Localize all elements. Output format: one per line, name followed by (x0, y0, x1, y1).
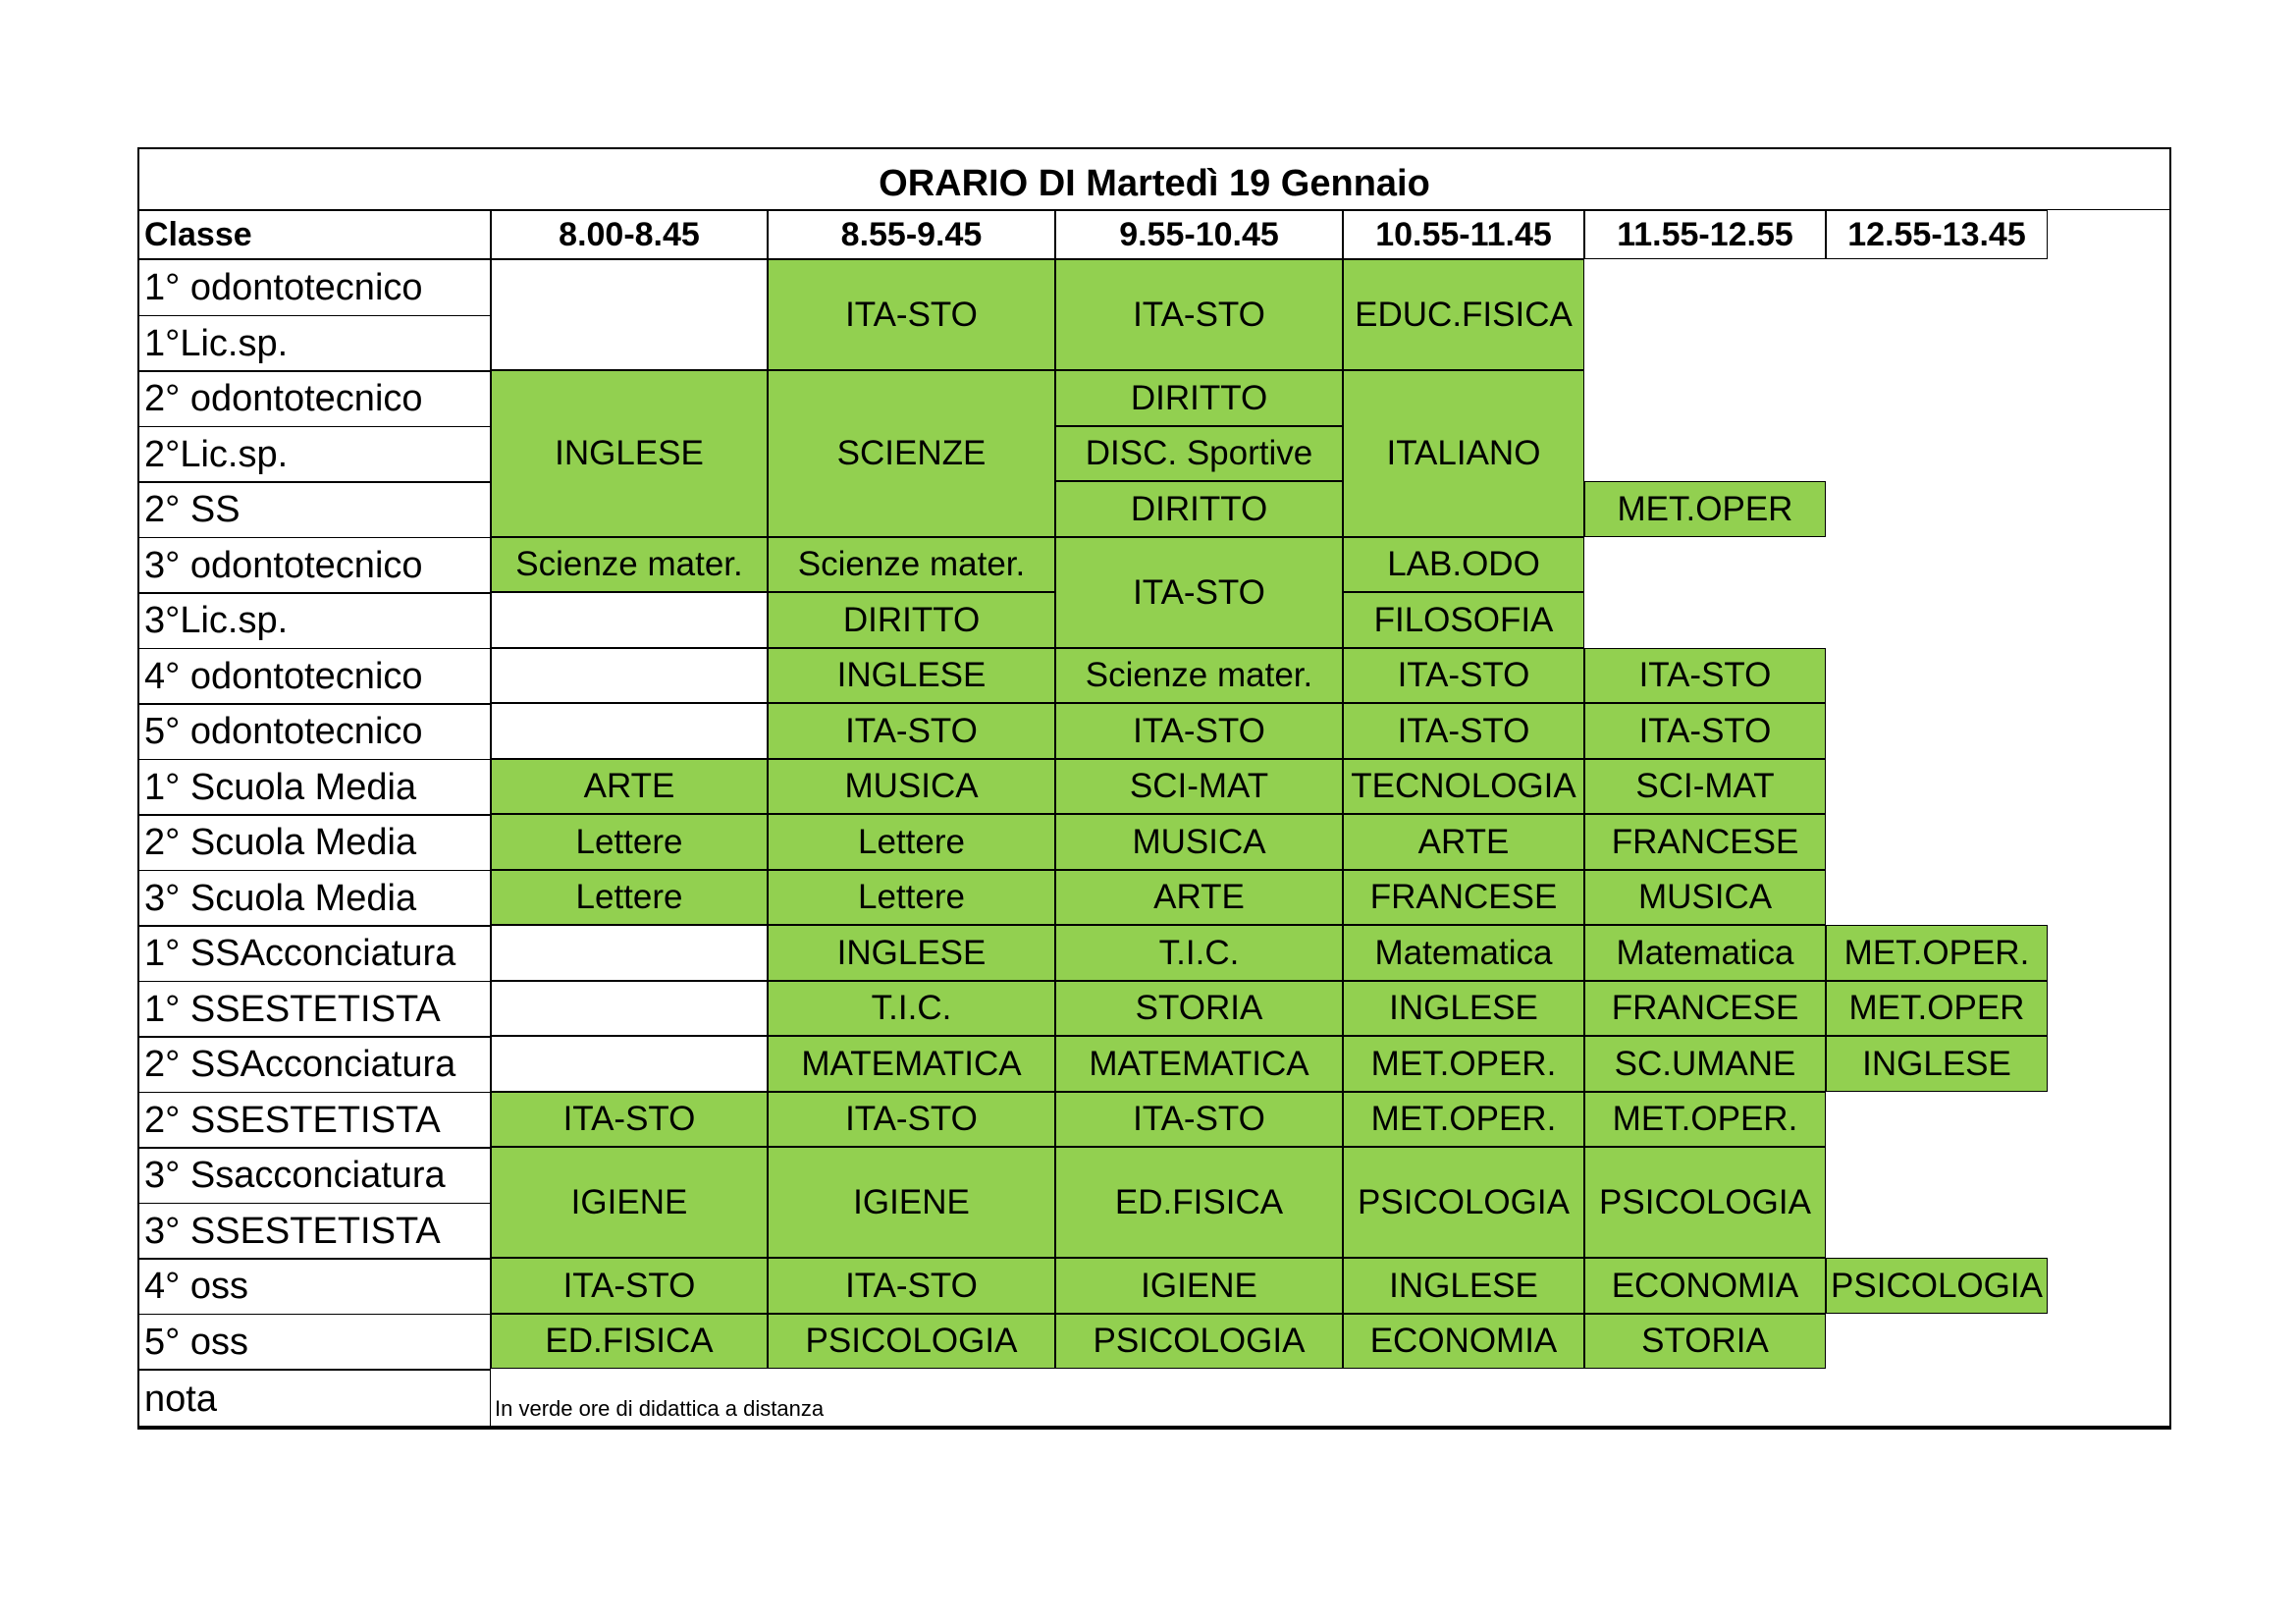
schedule-cell: Lettere (768, 814, 1055, 870)
schedule-cell: DIRITTO (1055, 370, 1343, 426)
schedule-sheet (137, 147, 2171, 1430)
class-label: 5° odontotecnico (137, 703, 491, 760)
schedule-cell: MET.OPER (1826, 981, 2048, 1036)
schedule-cell: ITA-STO (1343, 648, 1584, 703)
schedule-cell: Lettere (491, 870, 768, 925)
schedule-cell: INGLESE (768, 648, 1055, 703)
schedule-cell: INGLESE (768, 925, 1055, 981)
schedule-cell: PSICOLOGIA (768, 1314, 1055, 1369)
class-label: 2° SSAcconciatura (137, 1036, 491, 1093)
schedule-cell: LAB.ODO (1343, 537, 1584, 592)
schedule-cell: MET.OPER. (1343, 1092, 1584, 1147)
header-slot-1: 8.55-9.45 (768, 210, 1055, 259)
schedule-cell: ARTE (491, 759, 768, 814)
schedule-cell: ITA-STO (768, 1258, 1055, 1314)
class-label: 4° odontotecnico (137, 648, 491, 705)
schedule-cell: MUSICA (1055, 814, 1343, 870)
schedule-cell: STORIA (1055, 981, 1343, 1036)
schedule-cell (491, 592, 768, 648)
schedule-cell: PSICOLOGIA (1826, 1258, 2048, 1314)
class-label: 1° SSAcconciatura (137, 925, 491, 982)
schedule-cell: ITA-STO (768, 703, 1055, 759)
class-label: 4° oss (137, 1258, 491, 1315)
class-label: 1° odontotecnico (137, 259, 491, 316)
schedule-cell: Scienze mater. (1055, 648, 1343, 703)
schedule-cell (491, 981, 768, 1036)
schedule-cell: ITA-STO (1055, 537, 1343, 648)
schedule-cell: Matematica (1343, 925, 1584, 981)
schedule-cell: EDUC.FISICA (1343, 259, 1584, 370)
schedule-cell: ARTE (1055, 870, 1343, 925)
schedule-cell: ITA-STO (1055, 1092, 1343, 1147)
schedule-cell: T.I.C. (1055, 925, 1343, 981)
schedule-cell: ITA-STO (491, 1258, 768, 1314)
schedule-cell (491, 1036, 768, 1092)
schedule-cell: Lettere (491, 814, 768, 870)
schedule-cell: INGLESE (1343, 1258, 1584, 1314)
class-label: 2° SS (137, 481, 491, 538)
schedule-cell: SCIENZE (768, 370, 1055, 537)
schedule-cell: FRANCESE (1343, 870, 1584, 925)
schedule-cell: IGIENE (1055, 1258, 1343, 1314)
schedule-cell: MET.OPER. (1584, 1092, 1826, 1147)
class-label: 3° Ssacconciatura (137, 1147, 491, 1204)
class-label: 2° Scuola Media (137, 814, 491, 871)
schedule-cell: MET.OPER. (1343, 1036, 1584, 1092)
header-slot-5: 12.55-13.45 (1826, 210, 2048, 259)
schedule-cell: ITA-STO (1055, 259, 1343, 370)
schedule-cell: DISC. Sportive (1055, 426, 1343, 481)
schedule-cell: MATEMATICA (1055, 1036, 1343, 1092)
schedule-cell: IGIENE (768, 1147, 1055, 1258)
schedule-cell: ITA-STO (1584, 648, 1826, 703)
schedule-cell: INGLESE (491, 370, 768, 537)
class-label: 3° odontotecnico (137, 537, 491, 594)
schedule-cell (491, 648, 768, 703)
schedule-cell: ED.FISICA (1055, 1147, 1343, 1258)
schedule-cell: INGLESE (1343, 981, 1584, 1036)
class-label: 2° odontotecnico (137, 370, 491, 427)
schedule-cell: ITALIANO (1343, 370, 1584, 537)
schedule-cell: MET.OPER. (1826, 925, 2048, 981)
schedule-cell: IGIENE (491, 1147, 768, 1258)
schedule-cell: T.I.C. (768, 981, 1055, 1036)
note-text: In verde ore di didattica a distanza (495, 1396, 825, 1421)
class-label: 1° Scuola Media (137, 759, 491, 816)
schedule-cell (491, 259, 768, 370)
schedule-cell: TECNOLOGIA (1343, 759, 1584, 814)
class-label: 2°Lic.sp. (137, 426, 491, 483)
header-slot-3: 10.55-11.45 (1343, 210, 1584, 259)
schedule-cell: MUSICA (768, 759, 1055, 814)
schedule-cell: Scienze mater. (768, 537, 1055, 592)
schedule-cell: ITA-STO (768, 259, 1055, 370)
schedule-cell: PSICOLOGIA (1584, 1147, 1826, 1258)
header-slot-2: 9.55-10.45 (1055, 210, 1343, 259)
header-slot-4: 11.55-12.55 (1584, 210, 1826, 259)
schedule-cell: Matematica (1584, 925, 1826, 981)
schedule-cell: PSICOLOGIA (1343, 1147, 1584, 1258)
schedule-cell: ITA-STO (1584, 703, 1826, 759)
schedule-cell: ITA-STO (491, 1092, 768, 1147)
schedule-cell: FRANCESE (1584, 981, 1826, 1036)
schedule-cell: Scienze mater. (491, 537, 768, 592)
schedule-cell: STORIA (1584, 1314, 1826, 1369)
header-slot-0: 8.00-8.45 (491, 210, 768, 259)
schedule-cell: FRANCESE (1584, 814, 1826, 870)
class-label: 2° SSESTETISTA (137, 1092, 491, 1149)
schedule-cell: INGLESE (1826, 1036, 2048, 1092)
schedule-cell: PSICOLOGIA (1055, 1314, 1343, 1369)
schedule-cell: SCI-MAT (1055, 759, 1343, 814)
schedule-cell: ITA-STO (1055, 703, 1343, 759)
header-classe: Classe (137, 210, 491, 259)
nota-label: nota (137, 1369, 491, 1430)
class-label: 3° Scuola Media (137, 870, 491, 927)
schedule-cell: MET.OPER (1584, 481, 1826, 537)
schedule-cell: SCI-MAT (1584, 759, 1826, 814)
schedule-cell: FILOSOFIA (1343, 592, 1584, 648)
schedule-cell: DIRITTO (1055, 481, 1343, 537)
schedule-cell (491, 925, 768, 981)
page-title: ORARIO DI Martedì 19 Gennaio (137, 147, 2171, 210)
class-label: 3° SSESTETISTA (137, 1203, 491, 1260)
schedule-cell: DIRITTO (768, 592, 1055, 648)
schedule-cell: ECONOMIA (1584, 1258, 1826, 1314)
schedule-cell: ARTE (1343, 814, 1584, 870)
schedule-cell: MATEMATICA (768, 1036, 1055, 1092)
class-label: 3°Lic.sp. (137, 592, 491, 649)
class-label: 5° oss (137, 1314, 491, 1371)
schedule-cell: ITA-STO (768, 1092, 1055, 1147)
schedule-cell: Lettere (768, 870, 1055, 925)
schedule-cell (491, 703, 768, 759)
class-label: 1° SSESTETISTA (137, 981, 491, 1038)
schedule-cell: MUSICA (1584, 870, 1826, 925)
schedule-cell: ECONOMIA (1343, 1314, 1584, 1369)
schedule-cell: ED.FISICA (491, 1314, 768, 1369)
schedule-cell: SC.UMANE (1584, 1036, 1826, 1092)
class-label: 1°Lic.sp. (137, 315, 491, 372)
schedule-cell: ITA-STO (1343, 703, 1584, 759)
